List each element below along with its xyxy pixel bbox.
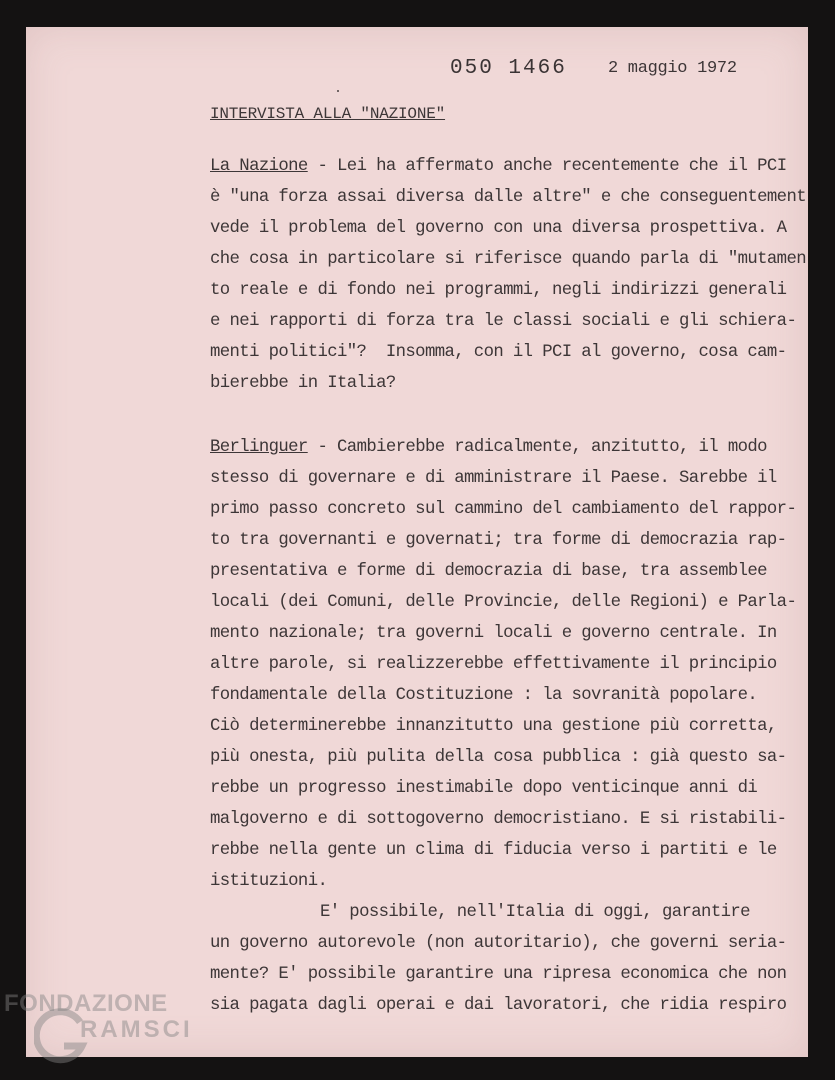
text-line: sia pagata dagli operai e dai lavoratori, che ridia respiro [210, 996, 787, 1015]
watermark-line-2: RAMSCI [80, 1016, 193, 1043]
text-line: rebbe nella gente un clima di fiducia verso i partiti e le [210, 841, 777, 860]
text-line: bierebbe in Italia? [210, 374, 396, 393]
text-line: malgoverno e di sottogoverno democristiano. E si ristabili- [210, 810, 787, 829]
text-line: primo passo concreto sul cammino del cambiamento del rappor- [210, 500, 797, 519]
watermark-line-1: FONDAZIONE [4, 990, 168, 1017]
text-line: fondamentale della Costituzione : la sovranità popolare. [210, 686, 758, 705]
answer-paragraph [210, 432, 800, 1021]
text-line: mente? E' possibile garantire una ripresa economica che non [210, 965, 787, 984]
text-line: Ciò determinerebbe innanzitutto una gestione più corretta, [210, 717, 777, 736]
text-line: to reale e di fondo nei programmi, negli indirizzi generali [210, 281, 787, 300]
fondazione-gramsci-watermark [4, 990, 204, 1070]
text-line: to tra governanti e governati; tra forme di democrazia rap- [210, 531, 787, 550]
text-line: altre parole, si realizzerebbe effettivamente il principio [210, 655, 777, 674]
text-line: un governo autorevole (non autoritario), che governi seria- [210, 934, 787, 953]
speaker-la-nazione: La Nazione [210, 157, 308, 176]
text-line: e nei rapporti di forza tra le classi sociali e gli schiera- [210, 312, 797, 331]
document-page [26, 27, 808, 1057]
text-line: locali (dei Comuni, delle Provincie, delle Regioni) e Parla- [210, 593, 797, 612]
question-paragraph [210, 151, 806, 399]
text-line: mento nazionale; tra governi locali e governo centrale. In [210, 624, 777, 643]
speaker-berlinguer: Berlinguer [210, 438, 308, 457]
document-date: 2 maggio 1972 [608, 59, 737, 78]
text-line: più onesta, più pulita della cosa pubblica : già questo sa- [210, 748, 787, 767]
text-line: che cosa in particolare si riferisce quando parla di "mutamen [210, 250, 806, 269]
text-line: è "una forza assai diversa dalle altre" e che conseguentement [210, 188, 806, 207]
text-line: Berlinguer - Cambierebbe radicalmente, anzitutto, il modo [210, 438, 767, 457]
document-title: INTERVISTA ALLA "NAZIONE" [210, 105, 446, 123]
text-line: E' possibile, nell'Italia di oggi, garantire [320, 903, 750, 922]
text-line: La Nazione - Lei ha affermato anche recentemente che il PCI [210, 157, 787, 176]
text-line: menti politici"? Insomma, con il PCI al governo, cosa cam- [210, 343, 787, 362]
document-number: 050 1466 [450, 57, 567, 80]
text-line: istituzioni. [210, 872, 328, 891]
text-line: stesso di governare e di amministrare il Paese. Sarebbe il [210, 469, 777, 488]
text-line: vede il problema del governo con una diversa prospettiva. A [210, 219, 787, 238]
text-line: presentativa e forme di democrazia di base, tra assemblee [210, 562, 767, 581]
ink-dot [337, 90, 339, 92]
text-line: rebbe un progresso inestimabile dopo venticinque anni di [210, 779, 758, 798]
